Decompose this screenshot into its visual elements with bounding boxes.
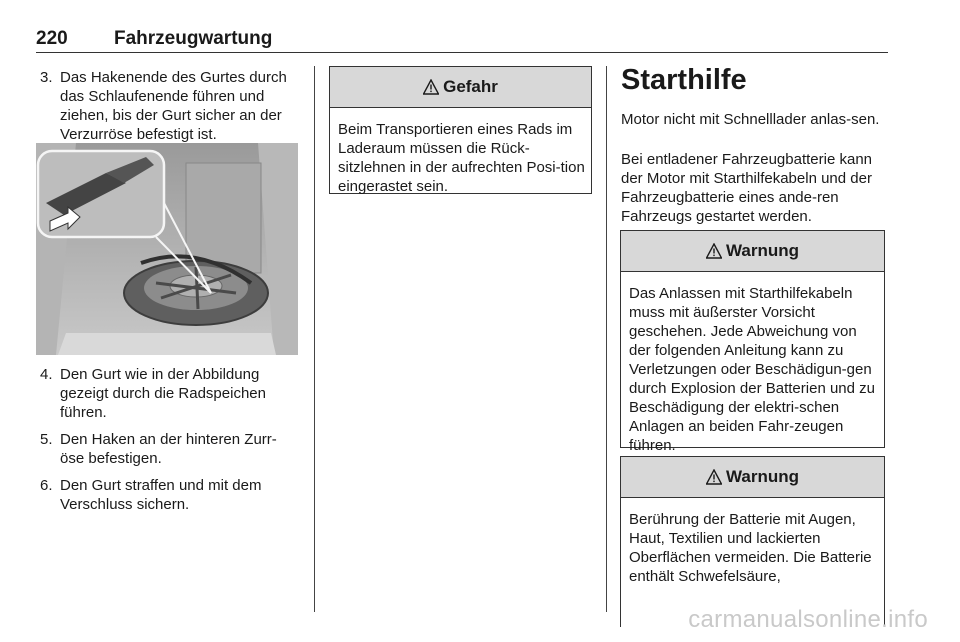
warnung-box-1-title: Warnung — [725, 241, 800, 260]
page-header — [36, 28, 888, 53]
warnung-box-2-text: Berührung der Batterie mit Augen, Haut, Textilien und lackierten Oberflächen vermeiden. Die Batterie enthält Schwefelsäure, — [629, 511, 872, 585]
step-text: Den Haken an der hinteren Zurr-öse befestigen. — [60, 431, 277, 467]
warning-triangle-icon — [706, 469, 722, 485]
section-title: Starthilfe — [621, 64, 747, 96]
step-list-top — [36, 68, 300, 152]
list-item — [36, 430, 300, 468]
warnung-box-1-header — [621, 231, 884, 272]
chapter-title: Fahrzeugwartung — [114, 28, 273, 49]
list-item — [36, 476, 300, 514]
warnung-box-1-text: Das Anlassen mit Starthilfekabeln muss mit äußerster Vorsicht geschehen. Jede Abweichung von der folgenden Anleitung kann zu Verletzungen oder Beschädigun-gen durch Explosion der Batterien und zu Beschädigung der elektri-schen Anlagen an beiden Fahr-zeugen führen. — [629, 285, 875, 454]
step-list-bottom — [36, 365, 300, 522]
watermark: carmanualsonline.info — [688, 606, 928, 633]
gefahr-box — [329, 66, 592, 194]
intro-paragraph-1: Motor nicht mit Schnelllader anlas-sen. — [621, 111, 880, 128]
cargo-area-image — [36, 143, 298, 355]
gefahr-box-text: Beim Transportieren eines Rads im Laderaum müssen die Rück-sitzlehnen in der aufrechten Posi-tion eingerastet sein. — [338, 121, 585, 195]
step-number: 6. — [40, 477, 53, 494]
intro-paragraph-2: Bei entladener Fahrzeugbatterie kann der Motor mit Starthilfekabeln und der Fahrzeugbatterie eines ande-ren Fahrzeugs gestartet werden. — [621, 151, 873, 225]
warnung-box-2 — [620, 456, 885, 627]
step-text: Den Gurt wie in der Abbildung gezeigt durch die Radspeichen führen. — [60, 366, 266, 421]
step-number: 5. — [40, 431, 53, 448]
warnung-box-2-title: Warnung — [725, 467, 800, 486]
step-number: 4. — [40, 366, 53, 383]
step-number: 3. — [40, 69, 53, 86]
warnung-box-2-header — [621, 457, 884, 498]
column-divider-right — [606, 66, 607, 612]
gefahr-box-header — [330, 67, 591, 108]
step-text: Den Gurt straffen und mit dem Verschluss sichern. — [60, 477, 262, 513]
gefahr-box-title: Gefahr — [443, 77, 498, 96]
page-number: 220 — [36, 28, 68, 49]
step-text: Das Hakenende des Gurtes durch das Schlaufenende führen und ziehen, bis der Gurt sicher an der Verzurröse befestigt ist. — [60, 69, 287, 143]
warning-triangle-icon — [423, 79, 439, 95]
column-divider-left — [314, 66, 315, 612]
list-item — [36, 365, 300, 422]
spare-wheel-strap-illustration — [36, 143, 298, 355]
list-item — [36, 68, 300, 144]
warning-triangle-icon — [706, 243, 722, 259]
warnung-box-1 — [620, 230, 885, 454]
